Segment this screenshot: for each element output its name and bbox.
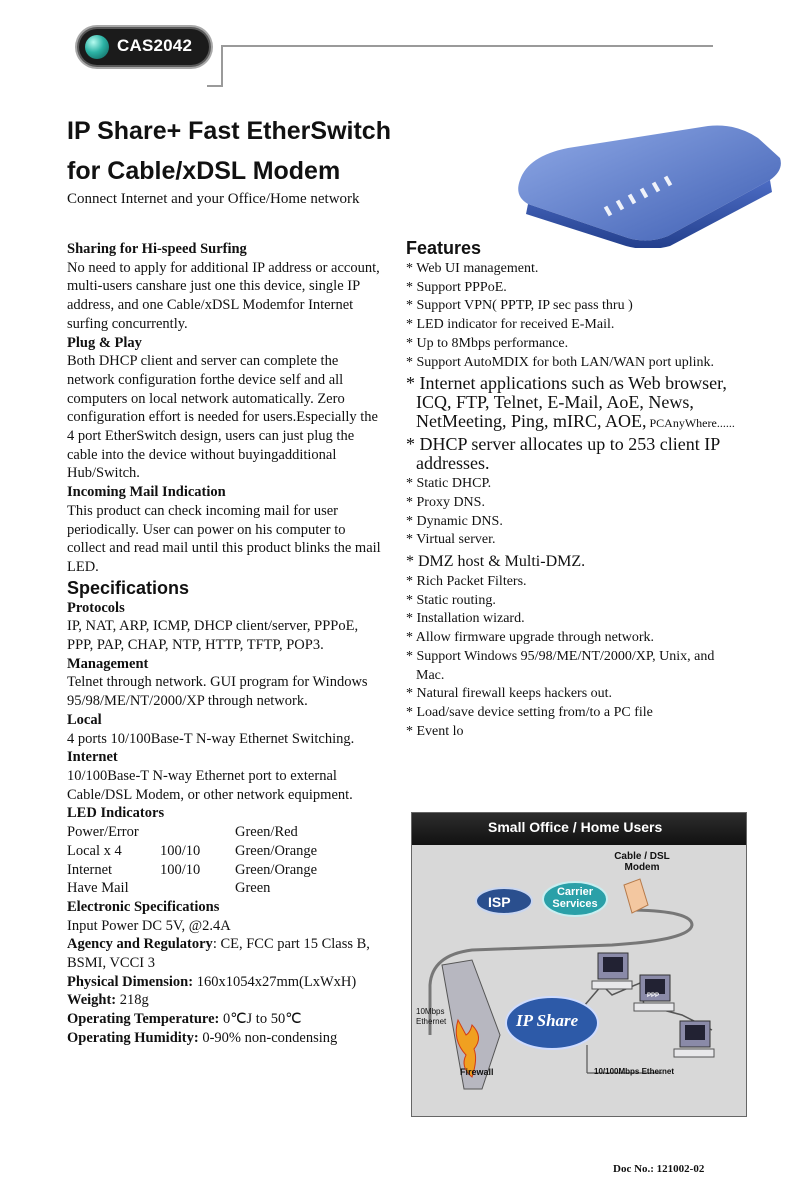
led-speed: 100/10 xyxy=(160,861,201,878)
plug-play-text: Both DHCP client and server can complete the network configuration forthe device self and all computers on local network automatically. Zero configuration effort is needed for users.Especially the 4 port EtherSwitch design, users can just plug the cable into the device without buyingadditional Hub/Switch. xyxy=(67,353,378,482)
modem-label: Cable / DSL Modem xyxy=(614,851,670,873)
header-rule xyxy=(223,45,713,47)
agency-heading: Agency and Regulatory xyxy=(67,936,213,953)
feature-item: * Proxy DNS. xyxy=(406,494,485,510)
router-product-image xyxy=(508,118,790,248)
electronic-text: Input Power DC 5V, @2.4A xyxy=(67,917,231,934)
led-color: Green/Orange xyxy=(235,842,318,859)
agency-line xyxy=(67,935,387,972)
sharing-text: No need to apply for additional IP address or account, multi-users canshare just one this device, single IP address, and one Cable/xDSL Modemfor Internet surfing concurrently. xyxy=(67,259,380,332)
features-column xyxy=(406,236,736,741)
page-subtitle: Connect Internet and your Office/Home network xyxy=(67,191,360,207)
feature-item: * Web UI management. xyxy=(406,261,539,276)
feature-item-dhcp: * DHCP server allocates up to 253 client IP addresses. xyxy=(406,434,720,474)
feature-item: * Static routing. xyxy=(406,592,496,608)
feature-item: * Support Windows 95/98/ME/NT/2000/XP, Unix, and Mac. xyxy=(406,648,715,683)
led-speed: 100/10 xyxy=(160,842,201,859)
management-heading: Management xyxy=(67,655,149,672)
mail-heading: Incoming Mail Indication xyxy=(67,484,226,501)
led-row xyxy=(67,861,387,880)
features-heading: Features xyxy=(406,238,482,258)
wan-label: 10Mbps Ethernet xyxy=(416,1007,447,1026)
led-row xyxy=(67,842,387,861)
firewall-label: Firewall xyxy=(460,1067,494,1077)
electronic-heading: Electronic Specifications xyxy=(67,898,220,915)
header-rule-vertical xyxy=(221,45,223,87)
feature-item: * Static DHCP. xyxy=(406,476,492,492)
led-heading: LED Indicators xyxy=(67,805,165,822)
page-title xyxy=(67,111,391,191)
led-color: Green/Orange xyxy=(235,861,318,878)
diagram-title: Small Office / Home Users xyxy=(488,819,663,835)
internet-text: 10/100Base-T N-way Ethernet port to external Cable/DSL Modem, or other network equipment. xyxy=(67,767,353,803)
local-text: 4 ports 10/100Base-T N-way Ethernet Switching. xyxy=(67,730,355,747)
temperature-text: 0℃J to 50℃ xyxy=(219,1011,302,1028)
pc-screen-label: PPP xyxy=(647,993,660,999)
led-speed xyxy=(160,823,235,842)
led-name: Power/Error xyxy=(67,824,139,841)
feature-item: * Installation wizard. xyxy=(406,611,525,627)
humidity-line xyxy=(67,1029,387,1048)
document-number: Doc No.: 121002-02 xyxy=(613,1163,705,1175)
network-diagram xyxy=(411,812,747,1117)
weight-text: 218g xyxy=(116,992,149,1009)
led-name: Internet xyxy=(67,861,113,878)
feature-item: * Rich Packet Filters. xyxy=(406,574,527,590)
model-badge xyxy=(79,29,209,65)
title-line-2: for Cable/xDSL Modem xyxy=(67,157,341,185)
weight-line xyxy=(67,991,387,1010)
feature-item: * Support VPN( PPTP, IP sec pass thru ) xyxy=(406,298,633,314)
specifications-heading: Specifications xyxy=(67,577,190,598)
management-text: Telnet through network. GUI program for Windows 95/98/ME/NT/2000/XP through network. xyxy=(67,674,368,710)
local-heading: Local xyxy=(67,711,102,728)
feature-item: * Virtual server. xyxy=(406,532,496,548)
feature-item: * Load/save device setting from/to a PC file xyxy=(406,704,653,720)
computer-icon xyxy=(674,1021,714,1057)
led-color: Green xyxy=(235,880,271,897)
applications-text: * Internet applications such as Web browser, ICQ, FTP, Telnet, E-Mail, AoE, News, NetMeeting, Ping, mIRC, AOE, xyxy=(406,373,727,432)
led-table xyxy=(67,823,387,898)
led-speed xyxy=(160,879,235,898)
feature-item: * Natural firewall keeps hackers out. xyxy=(406,686,613,702)
weight-heading: Weight: xyxy=(67,992,117,1009)
dimension-line xyxy=(67,973,387,992)
applications-text-small: PCAnyWhere...... xyxy=(646,416,735,431)
feature-item: * Allow firmware upgrade through network. xyxy=(406,630,655,646)
sharing-heading: Sharing for Hi-speed Surfing xyxy=(67,241,247,257)
feature-item-dmz: * DMZ host & Multi-DMZ. xyxy=(406,553,586,571)
feature-item: * Dynamic DNS. xyxy=(406,513,503,529)
plug-play-heading: Plug & Play xyxy=(67,334,142,351)
left-column xyxy=(67,240,387,1048)
header-rule-short xyxy=(207,85,223,87)
title-line-1: IP Share+ Fast EtherSwitch xyxy=(67,117,391,145)
computer-icon xyxy=(592,953,632,989)
led-name: Local x 4 xyxy=(67,842,122,859)
badge-dot-icon xyxy=(85,35,109,59)
temperature-heading: Operating Temperature: xyxy=(67,1011,220,1028)
ipshare-label: IP Share xyxy=(516,1011,579,1030)
mail-text: This product can check incoming mail for user periodically. User can power on his computer to collect and read mail until this product blinks the mail LED. xyxy=(67,502,381,575)
led-name: Have Mail xyxy=(67,880,129,897)
modem-device xyxy=(624,879,648,913)
humidity-text: 0-90% non-condensing xyxy=(198,1029,338,1046)
feature-item: * Event lo xyxy=(406,723,464,739)
dimension-text: 160x1054x27mm(LxWxH) xyxy=(193,973,357,990)
humidity-heading: Operating Humidity: xyxy=(67,1029,199,1046)
model-badge-text: CAS2042 xyxy=(117,36,193,55)
agency-text: : CE, FCC part 15 Class B, BSMI, VCCI 3 xyxy=(67,936,370,972)
temperature-line xyxy=(67,1010,387,1029)
led-row xyxy=(67,879,387,898)
feature-item: * LED indicator for received E-Mail. xyxy=(406,317,615,333)
lan-label: 10/100Mbps Ethernet xyxy=(594,1067,675,1076)
feature-item: * Support AutoMDIX for both LAN/WAN port uplink. xyxy=(406,354,714,370)
led-color: Green/Red xyxy=(235,824,298,841)
feature-item: * Support PPPoE. xyxy=(406,279,507,295)
carrier-label: Carrier Services xyxy=(552,886,598,910)
led-row xyxy=(67,823,387,842)
diagram-title-bar xyxy=(412,813,746,845)
feature-item: * Up to 8Mbps performance. xyxy=(406,335,569,351)
feature-item-applications xyxy=(406,374,736,433)
internet-heading: Internet xyxy=(67,749,118,766)
protocols-heading: Protocols xyxy=(67,599,125,616)
dimension-heading: Physical Dimension: xyxy=(67,973,194,990)
isp-label: ISP xyxy=(488,894,511,910)
protocols-text: IP, NAT, ARP, ICMP, DHCP client/server, PPPoE, PPP, PAP, CHAP, NTP, HTTP, TFTP, POP3. xyxy=(67,618,359,654)
